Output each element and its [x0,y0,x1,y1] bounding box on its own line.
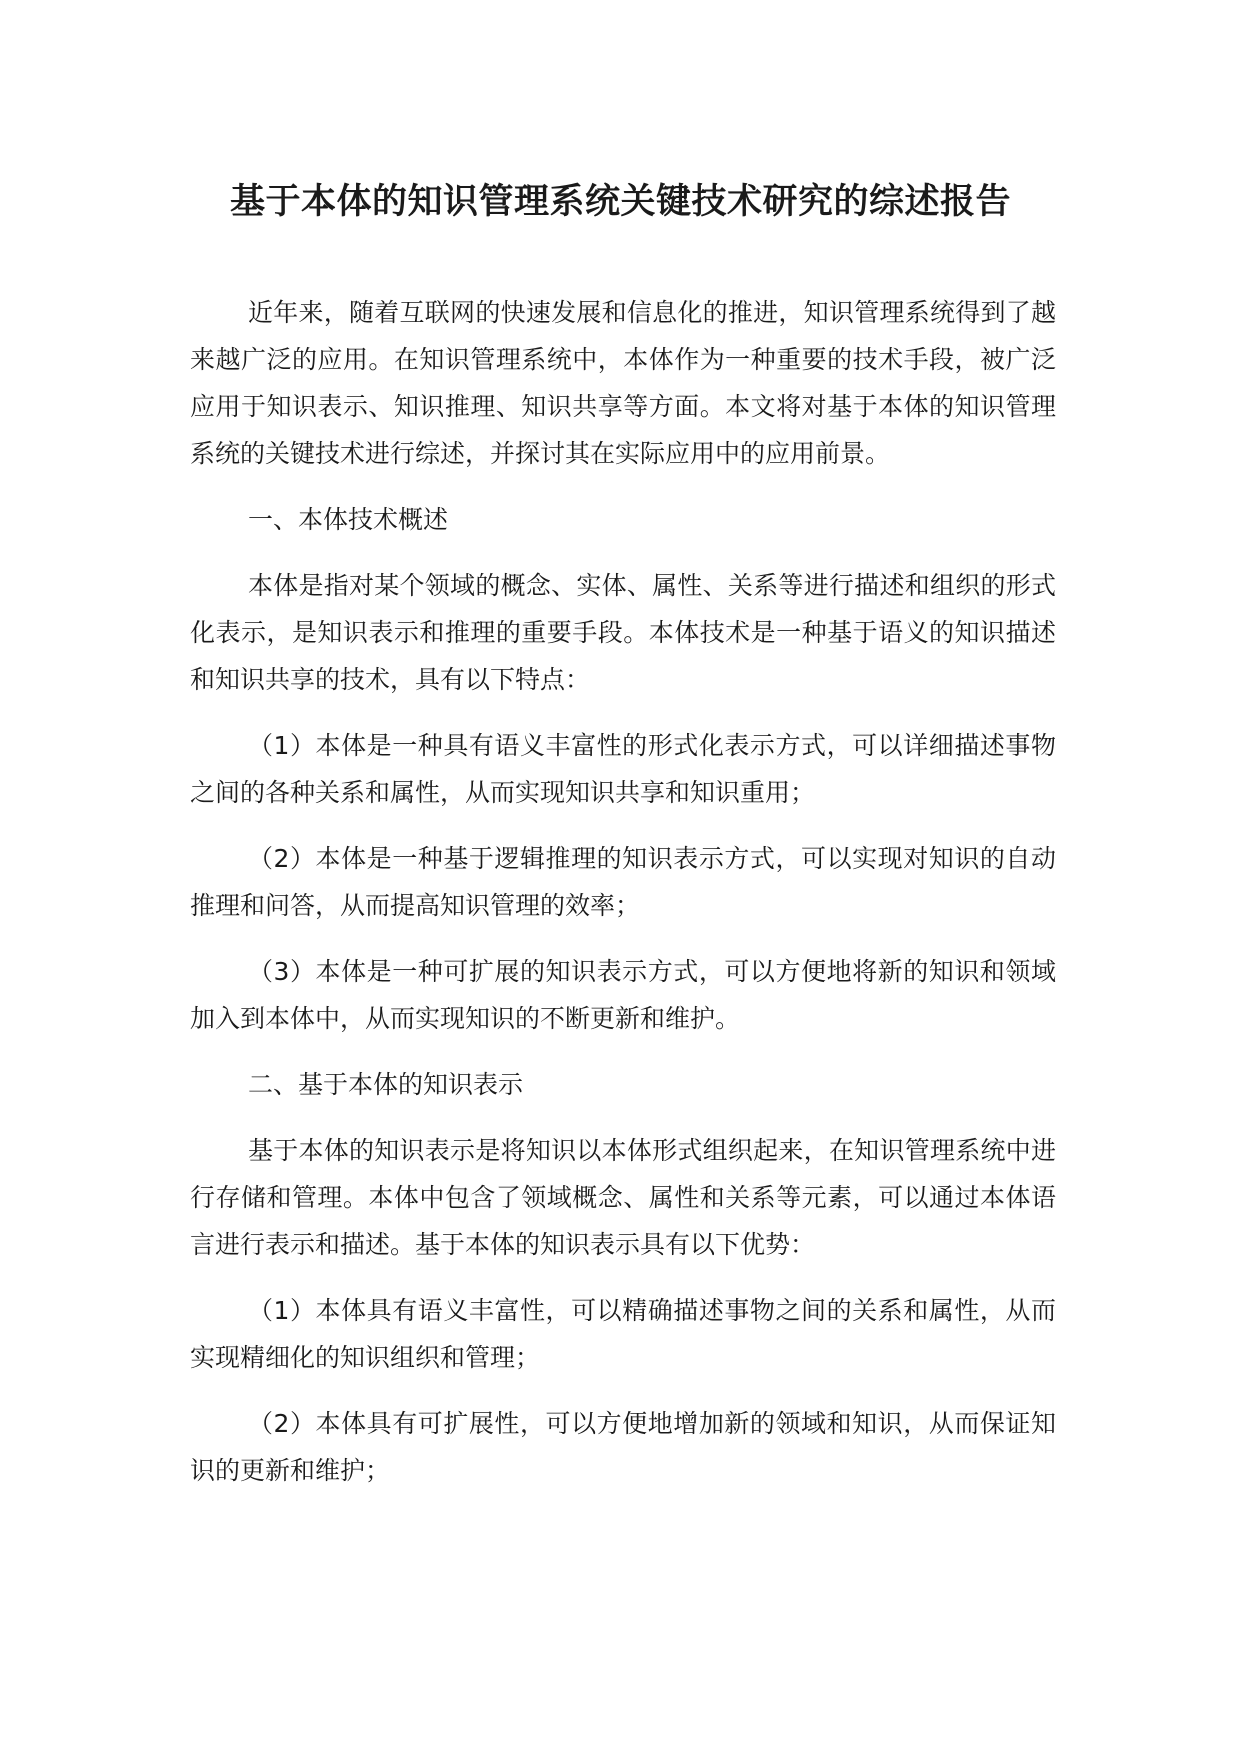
document-title: 基于本体的知识管理系统关键技术研究的综述报告 [229,182,1011,222]
paragraph-feature-2: （2）本体是一种基于逻辑推理的知识表示方式，可以实现对知识的自动推理和问答，从而提高知识管理的效率； [190,844,1056,920]
section-heading-2: 二、基于本体的知识表示 [248,1070,524,1099]
paragraph-advantage-1: （1）本体具有语义丰富性，可以精确描述事物之间的关系和属性，从而实现精细化的知识组织和管理； [190,1296,1056,1372]
paragraph-knowledge-representation: 基于本体的知识表示是将知识以本体形式组织起来，在知识管理系统中进行存储和管理。本体中包含了领域概念、属性和关系等元素，可以通过本体语言进行表示和描述。基于本体的知识表示具有以下优势： [190,1136,1056,1259]
paragraph-ontology-overview: 本体是指对某个领域的概念、实体、属性、关系等进行描述和组织的形式化表示，是知识表示和推理的重要手段。本体技术是一种基于语义的知识描述和知识共享的技术，具有以下特点： [190,571,1056,694]
section-heading-1: 一、本体技术概述 [248,505,449,534]
paragraph-intro: 近年来，随着互联网的快速发展和信息化的推进，知识管理系统得到了越来越广泛的应用。在知识管理系统中，本体作为一种重要的技术手段，被广泛应用于知识表示、知识推理、知识共享等方面。本文将对基于本体的知识管理系统的关键技术进行综述，并探讨其在实际应用中的应用前景。 [190,298,1056,468]
document-body [190,289,1056,1513]
paragraph-feature-3: （3）本体是一种可扩展的知识表示方式，可以方便地将新的知识和领域加入到本体中，从而实现知识的不断更新和维护。 [190,957,1056,1033]
paragraph-advantage-2: （2）本体具有可扩展性，可以方便地增加新的领域和知识，从而保证知识的更新和维护； [190,1409,1056,1485]
paragraph-feature-1: （1）本体是一种具有语义丰富性的形式化表示方式，可以详细描述事物之间的各种关系和属性，从而实现知识共享和知识重用； [190,731,1056,807]
